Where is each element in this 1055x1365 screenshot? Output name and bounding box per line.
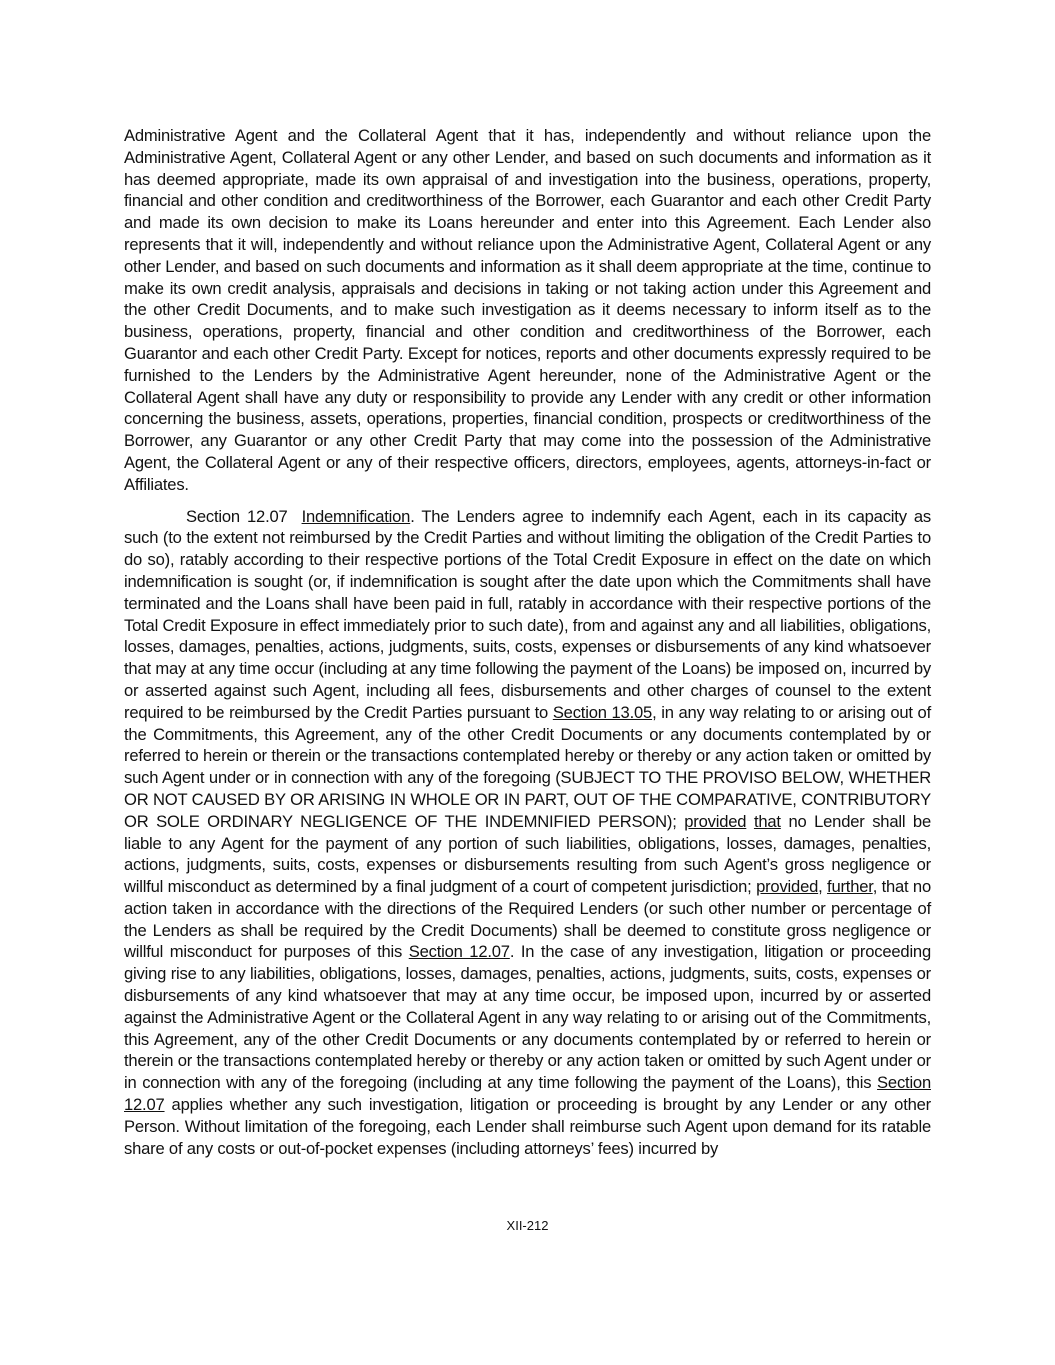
term-provided: provided: [684, 811, 747, 831]
section-text-1: . The Lenders agree to indemnify each Agent, each in its capacity as such (to the extent not reimbursed by the Credit Parties and without limiting the obligation of the Credit Parties to do so), ratably according to their respective portions of the Total Credit Exposure in effect on the date on which indemnification is sought (or, if indemnification is sought after the date upon which the Commitments shall have terminated and the Loans shall have been paid in full, ratably in accordance with their respective portions of the Total Credit Exposure in effect immediately prior to such date), from and against any and all liabilities, obligations, losses, damages, penalties, actions, judgments, suits, costs, expenses or disbursements of any kind whatsoever that may at any time occur (including at any time following the payment of the Loans) be imposed on, incurred by or asserted against such Agent, including all fees, disbursements and other charges of counsel to the extent required to be reimbursed by the Credit Parties pursuant to: [124, 506, 932, 722]
section-text-4: , that no action taken in accordance with the directions of the Required Lenders (or such other number or percentage of the Lenders as shall be required by the Credit Documents) shall be deemed to constitute gross negligence or willful misconduct for purposes of this: [124, 877, 931, 962]
section-text-3: no Lender shall be liable to any Agent for the payment of any portion of such liabilities, obligations, losses, damages, penalties, actions, judgments, suits, costs, expenses or disbursements resulting from such Agent’s gross negligence or willful misconduct as determined by a final judgment of a court of competent jurisdiction;: [124, 811, 931, 897]
section-text-5: . In the case of any investigation, litigation or proceeding giving rise to any liabilities, obligations, losses, damages, penalties, actions, judgments, suits, costs, expenses or disbursements of any kind whatsoever that may at any time occur, be imposed upon, incurred by or asserted against the Administrative Agent or the Collateral Agent in any way relating to or arising out of the Commitments, this Agreement, any of the other Credit Documents or any documents contemplated by or referred to herein or therein or the transactions contemplated hereby or thereby or any action taken or omitted by such Agent under or in connection with any of the foregoing (including at any time following the payment of the Loans), this: [124, 942, 931, 1093]
cross-reference-section-12-07-b: Section 12.07: [124, 1073, 931, 1115]
term-that: that: [753, 811, 781, 831]
page-number: XII-212: [506, 1218, 549, 1233]
term-further: further: [827, 877, 873, 897]
document-page: [124, 125, 931, 1159]
paragraph-agent-reliance: Administrative Agent and the Collateral Agent that it has, independently and without reliance upon the Administrative Agent, Collateral Agent or any other Lender, and based on such documents and information as it has deemed appropriate, made its own appraisal of and investigation into the business, operations, property, financial and other condition and creditworthiness of the Borrower, each Guarantor and each other Credit Party and made its own decision to make its Loans hereunder and enter into this Agreement. Each Lender also represents that it will, independently and without reliance upon the Administrative Agent, Collateral Agent or any other Lender, and based on such documents and information as it shall deem appropriate at the time, continue to make its own credit analysis, appraisals and decisions in taking or not taking action under this Agreement and the other Credit Documents, and to make such investigation as it deems necessary to inform itself as to the business, operations, property, financial and other condition and creditworthiness of the Borrower, each Guarantor and each other Credit Party. Except for notices, reports and other documents expressly required to be furnished to the Lenders by the Administrative Agent hereunder, none of the Administrative Agent or the Collateral Agent shall have any duty or responsibility to provide any Lender with any credit or other information concerning the business, assets, operations, properties, financial condition, prospects or creditworthiness of the Borrower, any Guarantor or any other Credit Party that may come into the possession of the Administrative Agent, the Collateral Agent or any of their respective officers, directors, employees, agents, attorneys-in-fact or Affiliates.: [124, 126, 931, 494]
section-text-6: applies whether any such investigation, litigation or proceeding is brought by any Lender or any other Person. Without limitation of the foregoing, each Lender shall reimburse such Agent upon demand for its ratable share of any costs or out-of-pocket expenses (including attorneys’ fees) incurred by: [124, 1095, 931, 1158]
term-provided-2: provided: [756, 877, 819, 897]
cross-reference-section-13-05: Section 13.05: [552, 702, 653, 722]
section-text-2: , in any way relating to or arising out of the Commitments, this Agreement, any of the other Credit Documents or any documents contemplated by or referred to herein or therein or the transactions contemplated hereby or thereby or any action taken or omitted by such Agent under or in connection with any of the foregoing (SUBJECT TO THE PROVISO BELOW, WHETHER OR NOT CAUSED BY OR ARISING IN WHOLE OR IN PART, OUT OF THE COMPARATIVE, CONTRIBUTORY OR SOLE ORDINARY NEGLIGENCE OF THE INDEMNIFIED PERSON);: [124, 702, 931, 831]
section-title: Indemnification: [301, 506, 411, 526]
paragraph-section-12-07: Section 12.07 Indemnification. The Lenders agree to indemnify each Agent, each in its capacity as such (to the extent not reimbursed by the Credit Parties and without limiting the obligation of the Credit Parties to do so), ratably according to their respective portions of the Total Credit Exposure in effect on the date on which indemnification is sought (or, if indemnification is sought after the date upon which the Commitments shall have terminated and the Loans shall have been paid in full, ratably in accordance with their respective portions of the Total Credit Exposure in effect immediately prior to such date), from and against any and all liabilities, obligations, losses, damages, penalties, actions, judgments, suits, costs, expenses or disbursements of any kind whatsoever that may at any time occur (including at any time following the payment of the Loans) be imposed on, incurred by or asserted against such Agent, including all fees, disbursements and other charges of counsel to the extent required to be reimbursed by the Credit Parties pursuant to Section 13.05, in any way relating to or arising out of the Commitments, this Agreement, any of the other Credit Documents or any documents contemplated by or referred to herein or therein or the transactions contemplated hereby or thereby or any action taken or omitted by such Agent under or in connection with any of the foregoing (SUBJECT TO THE PROVISO BELOW, WHETHER OR NOT CAUSED BY OR ARISING IN WHOLE OR IN PART, OUT OF THE COMPARATIVE, CONTRIBUTORY OR SOLE ORDINARY NEGLIGENCE OF THE INDEMNIFIED PERSON); provided that no Lender shall be liable to any Agent for the payment of any portion of such liabilities, obligations, losses, damages, penalties, actions, judgments, suits, costs, expenses or disbursements resulting from such Agent’s gross negligence or willful misconduct as determined by a final judgment of a court of competent jurisdiction; provided, further, that no action taken in accordance with the directions of the Required Lenders (or such other number or percentage of the Lenders as shall be required by the Credit Documents) shall be deemed to constitute gross negligence or willful misconduct for purposes of this Section 12.07. In the case of any investigation, litigation or proceeding giving rise to any liabilities, obligations, losses, damages, penalties, actions, judgments, suits, costs, expenses or disbursements of any kind whatsoever that may at any time occur, be imposed upon, incurred by or asserted against the Administrative Agent or the Collateral Agent in any way relating to or arising out of the Commitments, this Agreement, any of the other Credit Documents or any documents contemplated by or referred to herein or therein or the transactions contemplated hereby or thereby or any action taken or omitted by such Agent under or in connection with any of the foregoing (including at any time following the payment of the Loans), this Section 12.07 applies whether any such investigation, litigation or proceeding is brought by any Lender or any other Person. Without limitation of the foregoing, each Lender shall reimburse such Agent upon demand for its ratable share of any costs or out-of-pocket expenses (including attorneys’ fees) incurred by: [124, 506, 932, 1158]
section-number: Section 12.07: [186, 506, 288, 526]
cross-reference-section-12-07: Section 12.07: [408, 942, 510, 962]
